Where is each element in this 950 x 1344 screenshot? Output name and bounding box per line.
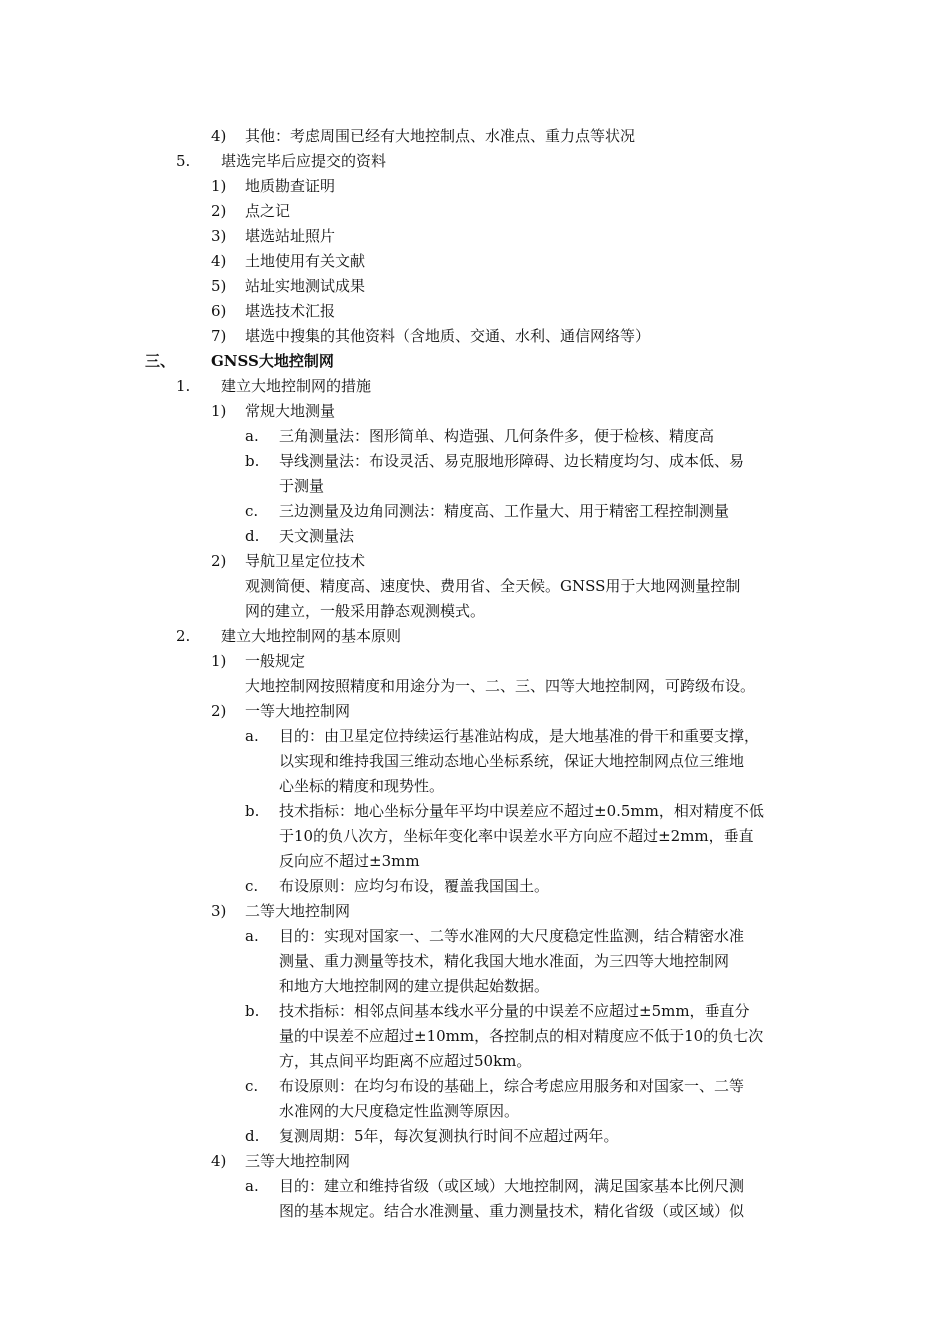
- line-text: 地质勘查证明: [245, 177, 336, 195]
- list-item: [0, 499, 950, 524]
- list-marker: 2): [211, 552, 227, 570]
- line-text: 建立大地控制网的基本原则: [221, 627, 402, 645]
- list-item: [0, 249, 950, 274]
- line-text: 大地控制网按照精度和用途分为一、二、三、四等大地控制网，可跨级布设。: [245, 677, 756, 695]
- list-item: [0, 1074, 950, 1099]
- line-text: 三等大地控制网: [245, 1152, 351, 1170]
- line-text: 方，其点间平均距离不应超过50km。: [279, 1052, 532, 1070]
- list-marker: b.: [245, 802, 260, 820]
- line-text: 常规大地测量: [245, 402, 336, 420]
- list-marker: c.: [245, 1077, 259, 1095]
- paragraph-line: [0, 1099, 950, 1124]
- list-marker: 三、: [145, 352, 176, 370]
- list-marker: b.: [245, 1002, 260, 1020]
- list-marker: c.: [245, 877, 259, 895]
- list-marker: d.: [245, 527, 260, 545]
- list-marker: 3): [211, 227, 227, 245]
- line-text: 水准网的大尺度稳定性监测等原因。: [279, 1102, 520, 1120]
- list-marker: 2.: [176, 627, 191, 645]
- line-text: 和地方大地控制网的建立提供起始数据。: [279, 977, 550, 995]
- line-text: 导航卫星定位技术: [245, 552, 366, 570]
- line-text: 二等大地控制网: [245, 902, 351, 920]
- list-item: [0, 724, 950, 749]
- line-text: 建立大地控制网的措施: [221, 377, 372, 395]
- list-marker: a.: [245, 927, 259, 945]
- list-marker: 5): [211, 277, 227, 295]
- line-text: 天文测量法: [279, 527, 355, 545]
- paragraph-line: [0, 674, 950, 699]
- list-item: [0, 424, 950, 449]
- line-text: 目的：建立和维持省级（或区域）大地控制网，满足国家基本比例尺测: [279, 1177, 745, 1195]
- list-marker: d.: [245, 1127, 260, 1145]
- line-text: 观测简便、精度高、速度快、费用省、全天候。GNSS用于大地网测量控制: [245, 577, 741, 595]
- list-item: [0, 649, 950, 674]
- line-text: 技术指标：地心坐标分量年平均中误差应不超过±0.5mm，相对精度不低: [279, 802, 764, 820]
- list-item: [0, 1149, 950, 1174]
- list-item: [0, 324, 950, 349]
- paragraph-line: [0, 1199, 950, 1224]
- paragraph-line: [0, 574, 950, 599]
- list-item: [0, 174, 950, 199]
- list-marker: 1): [211, 402, 227, 420]
- line-text: 目的：由卫星定位持续运行基准站构成，是大地基准的骨干和重要支撑，: [279, 727, 760, 745]
- list-item: [0, 349, 950, 374]
- list-item: [0, 999, 950, 1024]
- line-text: 堪选站址照片: [245, 227, 336, 245]
- list-marker: 1): [211, 652, 227, 670]
- list-item: [0, 899, 950, 924]
- line-text: 复测周期：5年，每次复测执行时间不应超过两年。: [279, 1127, 619, 1145]
- list-marker: 3): [211, 902, 227, 920]
- line-text: 其他：考虑周围已经有大地控制点、水准点、重力点等状况: [245, 127, 636, 145]
- list-item: [0, 799, 950, 824]
- list-marker: a.: [245, 727, 259, 745]
- line-text: 土地使用有关文献: [245, 252, 366, 270]
- section-heading: GNSS大地控制网: [211, 352, 334, 370]
- list-marker: 1.: [176, 377, 191, 395]
- list-item: [0, 399, 950, 424]
- line-text: 心坐标的精度和现势性。: [279, 777, 445, 795]
- paragraph-line: [0, 774, 950, 799]
- list-item: [0, 549, 950, 574]
- line-text: 目的：实现对国家一、二等水准网的大尺度稳定性监测，结合精密水准: [279, 927, 745, 945]
- line-text: 网的建立，一般采用静态观测模式。: [245, 602, 486, 620]
- list-item: [0, 449, 950, 474]
- paragraph-line: [0, 824, 950, 849]
- list-marker: c.: [245, 502, 259, 520]
- list-item: [0, 1124, 950, 1149]
- line-text: 技术指标：相邻点间基本线水平分量的中误差不应超过±5mm，垂直分: [279, 1002, 750, 1020]
- line-text: 图的基本规定。结合水准测量、重力测量技术，精化省级（或区域）似: [279, 1202, 745, 1220]
- line-text: 堪选完毕后应提交的资料: [221, 152, 387, 170]
- list-marker: 1): [211, 177, 227, 195]
- list-item: [0, 699, 950, 724]
- line-text: 一等大地控制网: [245, 702, 351, 720]
- list-item: [0, 624, 950, 649]
- list-item: [0, 299, 950, 324]
- line-text: 于10的负八次方，坐标年变化率中误差水平方向应不超过±2mm，垂直: [279, 827, 754, 845]
- line-text: 于测量: [279, 477, 325, 495]
- list-item: [0, 124, 950, 149]
- list-marker: 7): [211, 327, 227, 345]
- list-item: [0, 199, 950, 224]
- list-marker: 2): [211, 702, 227, 720]
- line-text: 布设原则：应均匀布设，覆盖我国国土。: [279, 877, 550, 895]
- paragraph-line: [0, 749, 950, 774]
- document-body: [0, 124, 950, 1224]
- list-item: [0, 274, 950, 299]
- line-text: 站址实地测试成果: [245, 277, 366, 295]
- list-item: [0, 374, 950, 399]
- line-text: 导线测量法：布设灵活、易克服地形障碍、边长精度均匀、成本低、易: [279, 452, 745, 470]
- line-text: 堪选技术汇报: [245, 302, 336, 320]
- list-marker: a.: [245, 1177, 259, 1195]
- list-item: [0, 1174, 950, 1199]
- list-item: [0, 524, 950, 549]
- list-item: [0, 224, 950, 249]
- line-text: 一般规定: [245, 652, 306, 670]
- line-text: 堪选中搜集的其他资料（含地质、交通、水利、通信网络等）: [245, 327, 651, 345]
- list-item: [0, 874, 950, 899]
- list-marker: a.: [245, 427, 259, 445]
- list-item: [0, 924, 950, 949]
- list-marker: 4): [211, 1152, 227, 1170]
- line-text: 反向应不超过±3mm: [279, 852, 420, 870]
- line-text: 量的中误差不应超过±10mm，各控制点的相对精度应不低于10的负七次: [279, 1027, 764, 1045]
- list-item: [0, 149, 950, 174]
- list-marker: 4): [211, 252, 227, 270]
- line-text: 以实现和维持我国三维动态地心坐标系统，保证大地控制网点位三维地: [279, 752, 745, 770]
- paragraph-line: [0, 1049, 950, 1074]
- list-marker: 2): [211, 202, 227, 220]
- line-text: 三边测量及边角同测法：精度高、工作量大、用于精密工程控制测量: [279, 502, 730, 520]
- paragraph-line: [0, 949, 950, 974]
- list-marker: b.: [245, 452, 260, 470]
- list-marker: 4): [211, 127, 227, 145]
- line-text: 布设原则：在均匀布设的基础上，综合考虑应用服务和对国家一、二等: [279, 1077, 745, 1095]
- paragraph-line: [0, 474, 950, 499]
- paragraph-line: [0, 1024, 950, 1049]
- line-text: 测量、重力测量等技术，精化我国大地水准面，为三四等大地控制网: [279, 952, 730, 970]
- paragraph-line: [0, 849, 950, 874]
- list-marker: 6): [211, 302, 227, 320]
- paragraph-line: [0, 974, 950, 999]
- line-text: 三角测量法：图形简单、构造强、几何条件多，便于检核、精度高: [279, 427, 715, 445]
- line-text: 点之记: [245, 202, 291, 220]
- list-marker: 5.: [176, 152, 191, 170]
- paragraph-line: [0, 599, 950, 624]
